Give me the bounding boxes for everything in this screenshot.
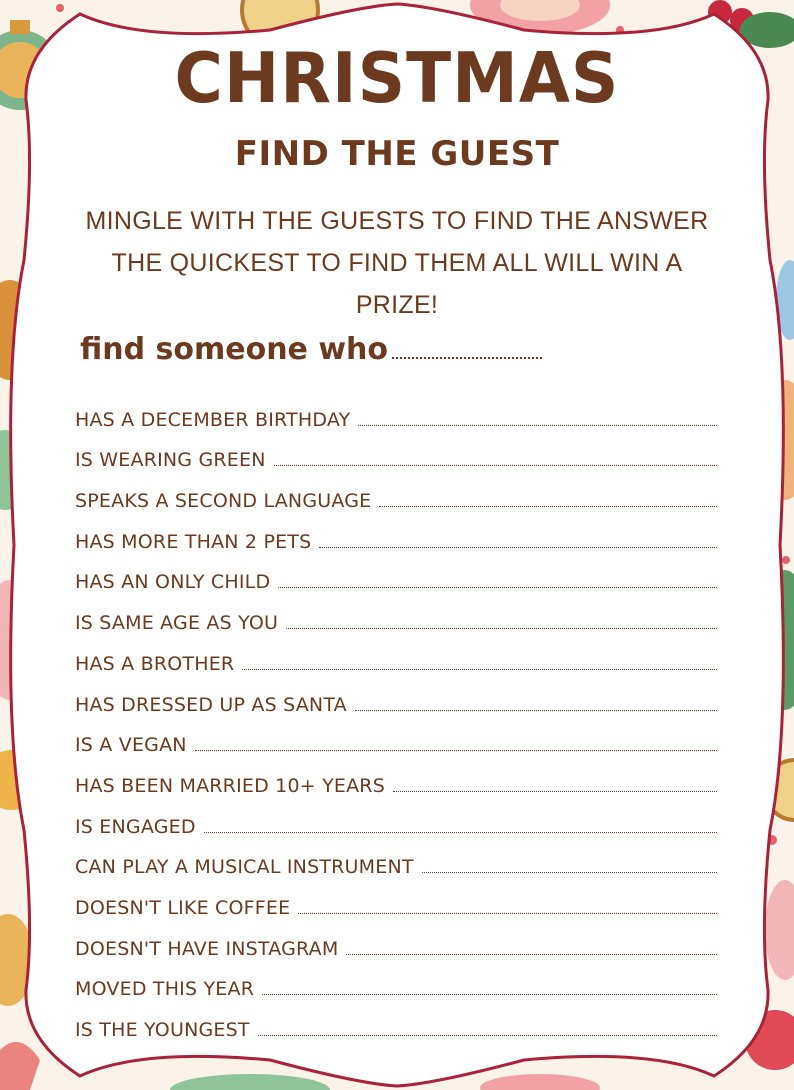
list-item-label: HAS AN ONLY CHILD — [75, 571, 271, 594]
answer-line[interactable] — [262, 994, 717, 995]
answer-line[interactable] — [286, 628, 717, 629]
heading-dotted-line — [392, 357, 542, 359]
list-item — [75, 678, 717, 719]
list-item-label: IS SAME AGE AS YOU — [75, 612, 279, 635]
answer-line[interactable] — [258, 1035, 717, 1036]
answer-line[interactable] — [358, 425, 717, 426]
list-item — [75, 474, 717, 515]
list-item — [75, 434, 717, 475]
list-item — [75, 1003, 717, 1044]
list-item-label: SPEAKS A SECOND LANGUAGE — [75, 490, 372, 513]
answer-line[interactable] — [422, 872, 717, 873]
list-item-label: HAS A DECEMBER BIRTHDAY — [75, 408, 351, 431]
list-item — [75, 881, 717, 922]
list-item-label: DOESN'T LIKE COFFEE — [75, 896, 291, 919]
list-item-label: MOVED THIS YEAR — [75, 978, 255, 1001]
answer-line[interactable] — [346, 954, 717, 955]
answer-line[interactable] — [393, 791, 717, 792]
page-title: CHRISTMAS — [174, 38, 620, 119]
list-item — [75, 922, 717, 963]
list-item — [75, 800, 717, 841]
list-item-label: IS WEARING GREEN — [75, 449, 266, 472]
find-heading-text: find someone who — [80, 332, 389, 367]
list-item-label: IS A VEGAN — [75, 734, 187, 757]
answer-line[interactable] — [355, 710, 717, 711]
find-someone-heading — [80, 332, 542, 367]
answer-line[interactable] — [319, 547, 717, 548]
list-item — [75, 637, 717, 678]
list-item — [75, 719, 717, 760]
instructions-text: MINGLE WITH THE GUESTS TO FIND THE ANSWER THE QUICKEST TO FIND THEM ALL WILL WIN A PRIZE! — [85, 207, 709, 319]
list-item-label: HAS DRESSED UP AS SANTA — [75, 693, 347, 716]
list-item-label: DOESN'T HAVE INSTAGRAM — [75, 937, 339, 960]
answer-line[interactable] — [195, 750, 717, 751]
page-subtitle: FIND THE GUEST — [234, 134, 560, 174]
list-item — [75, 759, 717, 800]
list-item — [75, 963, 717, 1004]
list-item-label: HAS BEEN MARRIED 10+ YEARS — [75, 774, 385, 797]
list-item — [75, 596, 717, 637]
answer-line[interactable] — [379, 506, 717, 507]
list-item-label: CAN PLAY A MUSICAL INSTRUMENT — [75, 856, 414, 879]
list-item-label: IS ENGAGED — [75, 815, 196, 838]
list-item — [75, 556, 717, 597]
list-item — [75, 515, 717, 556]
answer-line[interactable] — [298, 913, 717, 914]
answer-line[interactable] — [204, 832, 717, 833]
list-item — [75, 841, 717, 882]
answer-line[interactable] — [278, 587, 717, 588]
answer-line[interactable] — [242, 669, 717, 670]
answer-line[interactable] — [274, 465, 717, 466]
list-item — [75, 393, 717, 434]
list-item-label: HAS A BROTHER — [75, 652, 235, 675]
guest-list — [75, 393, 717, 1044]
list-item-label: HAS MORE THAN 2 PETS — [75, 530, 312, 553]
list-item-label: IS THE YOUNGEST — [75, 1019, 250, 1041]
